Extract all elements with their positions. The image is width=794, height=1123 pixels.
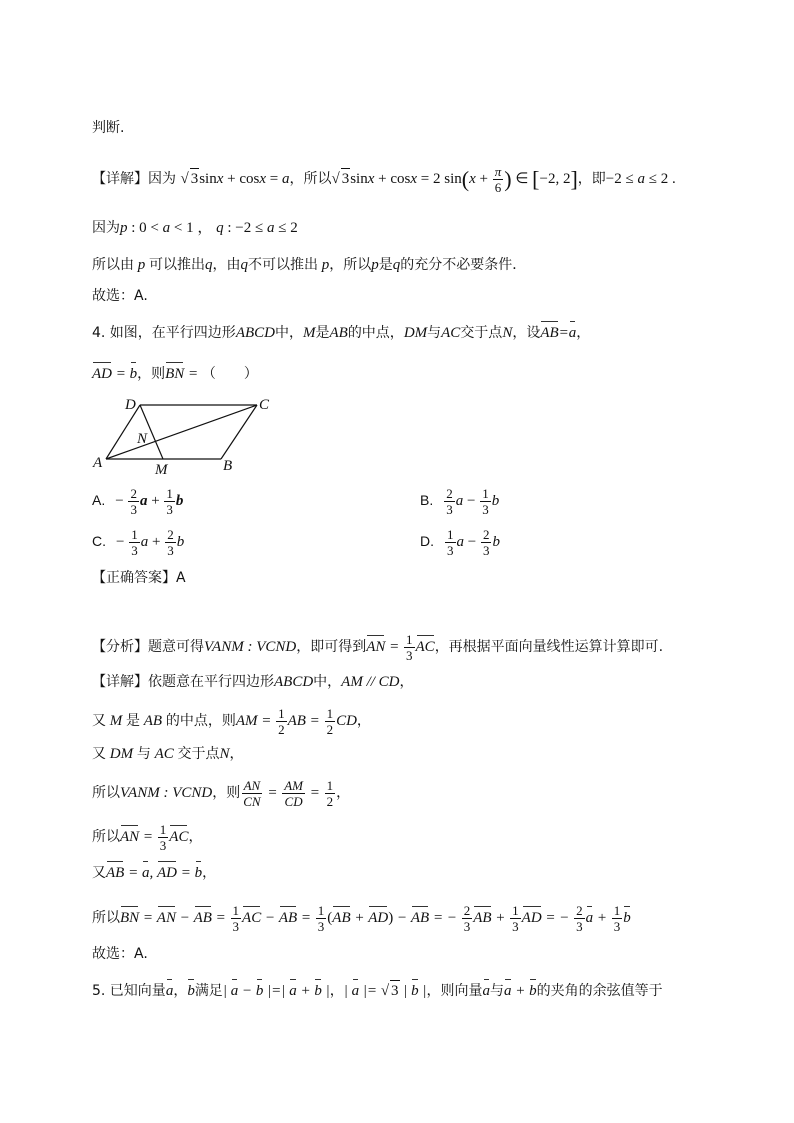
text: 满足 [194, 983, 223, 999]
parallelogram-figure [90, 392, 290, 476]
text: 又 [92, 712, 106, 729]
analysis-line: 【分析】题意可得VANM : VCND，即可得到AN = $\frac{1}{3}$ AC，再根据平面向量线性运算计算即可. [92, 632, 664, 663]
option-b[interactable]: B. $\frac{2}{3}$ a − $\frac{1}{3}$ b [420, 486, 500, 517]
detail-2-line1: 【详解】依题意在平行四边形ABCD中，AM // CD， [92, 674, 414, 690]
tag: 【详解】 [92, 674, 148, 690]
option-label: A. [92, 491, 106, 508]
math: √ 3sinx + cosx = a [180, 171, 289, 187]
text-line: 所以由 p 可以推出q，由q不可以推出 p，所以p是q的充分不必要条件． [92, 257, 527, 273]
text: 的中点，则 [165, 712, 236, 729]
answer: 【正确答案】A [92, 570, 186, 586]
text: 所以 [92, 909, 120, 926]
math: √ 3sinx + cosx = 2 sin(x + $\frac{\pi}{6}$ ) ∈ [−2, 2] [331, 164, 578, 195]
text: 中， [274, 325, 303, 341]
option-label: C. [92, 532, 106, 549]
label-b: B [223, 458, 233, 474]
edge-bc [221, 405, 257, 459]
tag: 【分析】 [92, 638, 148, 655]
question-4-cont: AD = b，则BN = （ ） [92, 366, 258, 382]
text: 与 [427, 325, 442, 341]
text: 又 [92, 865, 106, 881]
question-4: 4. 如图，在平行四边形ABCD中，M是AB的中点，DM与AC交于点N，设AB=a， [92, 325, 591, 341]
label-n: N [137, 431, 148, 447]
text: 判断. [92, 120, 125, 136]
text-line [92, 118, 124, 138]
text: ，所以 [329, 257, 372, 273]
text: ，则 [212, 784, 241, 801]
edge-da [106, 405, 140, 459]
text: 因为 [92, 220, 120, 236]
detail-line [92, 164, 676, 195]
text: 又 [92, 746, 106, 762]
diagonal-ac [106, 405, 257, 459]
option-label: B. [420, 491, 434, 508]
text: 交于点 [460, 325, 503, 341]
question-5: 5. 已知向量a，b满足| a − b |=| a + b |，| a |= √ 3 | b |，则向量a与a + b的夹角的余弦值等于 [92, 980, 663, 1001]
label-a: A [93, 455, 103, 471]
text: 是 [315, 325, 330, 341]
text: 与 [490, 983, 505, 999]
text: ，则向量 [426, 983, 483, 999]
option-label: D. [420, 532, 434, 549]
text: 5. 已知向量 [92, 983, 166, 999]
text: （ ） [201, 366, 258, 382]
answer-line [92, 568, 186, 588]
text: 所以由 [92, 257, 134, 273]
text: 中， [313, 674, 342, 690]
detail-2-line7: 所以BN = AN − AB = $\frac{1}{3}$ AC − AB = $\frac{1}{3}$ (AB + AD) − AB = − $\frac{2}{3}$ AB + $\frac{1}{3}$ AD = − $\frac{2}{3}$ a + $\frac{1}{3}$ b [92, 903, 631, 934]
text: 故选：A. [92, 288, 148, 304]
text: 所以 [92, 828, 120, 845]
text: ，则 [137, 366, 166, 382]
text: 依题意在平行四边形 [148, 674, 274, 690]
label-m: M [155, 462, 168, 476]
option-a[interactable]: A. − $\frac{2}{3}$ a + $\frac{1}{3}$ b [92, 486, 184, 517]
math: −2 ≤ a ≤ 2 . [605, 170, 676, 187]
detail-2-line2: 又 M 是 AB 的中点，则AM = $\frac{1}{2}$ AB = $\frac{1}{2}$ CD， [92, 706, 371, 737]
text: ，即 [577, 170, 606, 187]
tag: 【详解】 [92, 170, 148, 187]
text-line [92, 286, 148, 306]
text: ，设 [512, 325, 541, 341]
text: 与 [136, 746, 151, 762]
math: p : 0 < a < 1 ， q : −2 ≤ a ≤ 2 [120, 220, 298, 236]
detail-2-line6: 又AB = a, AD = b， [92, 865, 217, 881]
label-d: D [125, 397, 136, 413]
text: 的夹角的余弦值等于 [536, 983, 663, 999]
detail-2-line5: 所以AN = $\frac{1}{3}$ AC， [92, 822, 203, 853]
text: ，由 [212, 257, 241, 273]
text: 是 [126, 712, 140, 729]
text-line [92, 944, 148, 964]
text: ，再根据平面向量线性运算计算即可. [434, 638, 664, 655]
text: 交于点 [177, 746, 220, 762]
label-c: C [259, 397, 270, 413]
text: 是 [378, 257, 393, 273]
text: 因为 [148, 170, 176, 187]
text: 题意可得 [148, 638, 204, 655]
text-line [92, 218, 298, 238]
text: 可以推出 [149, 257, 205, 273]
detail-2-line3: 又 DM 与 AC 交于点N， [92, 746, 244, 762]
option-d[interactable]: D. $\frac{1}{3}$ a − $\frac{2}{3}$ b [420, 527, 500, 558]
text: ，所以 [289, 170, 332, 187]
text: ，即可得到 [296, 638, 367, 655]
text: 所以 [92, 784, 120, 801]
text: 的中点， [347, 325, 404, 341]
text: 的充分不必要条件． [400, 257, 527, 273]
text: 4. 如图，在平行四边形 [92, 325, 236, 341]
text: 故选：A. [92, 946, 148, 962]
option-c[interactable]: C. − $\frac{1}{3}$ a + $\frac{2}{3}$ b [92, 527, 185, 558]
text: 不可以推出 [248, 257, 318, 273]
detail-2-line4: 所以VANM : VCND，则 $\frac{AN}{CN}$ = $\frac{AM}{CD}$ = $\frac{1}{2}$ ， [92, 778, 351, 809]
